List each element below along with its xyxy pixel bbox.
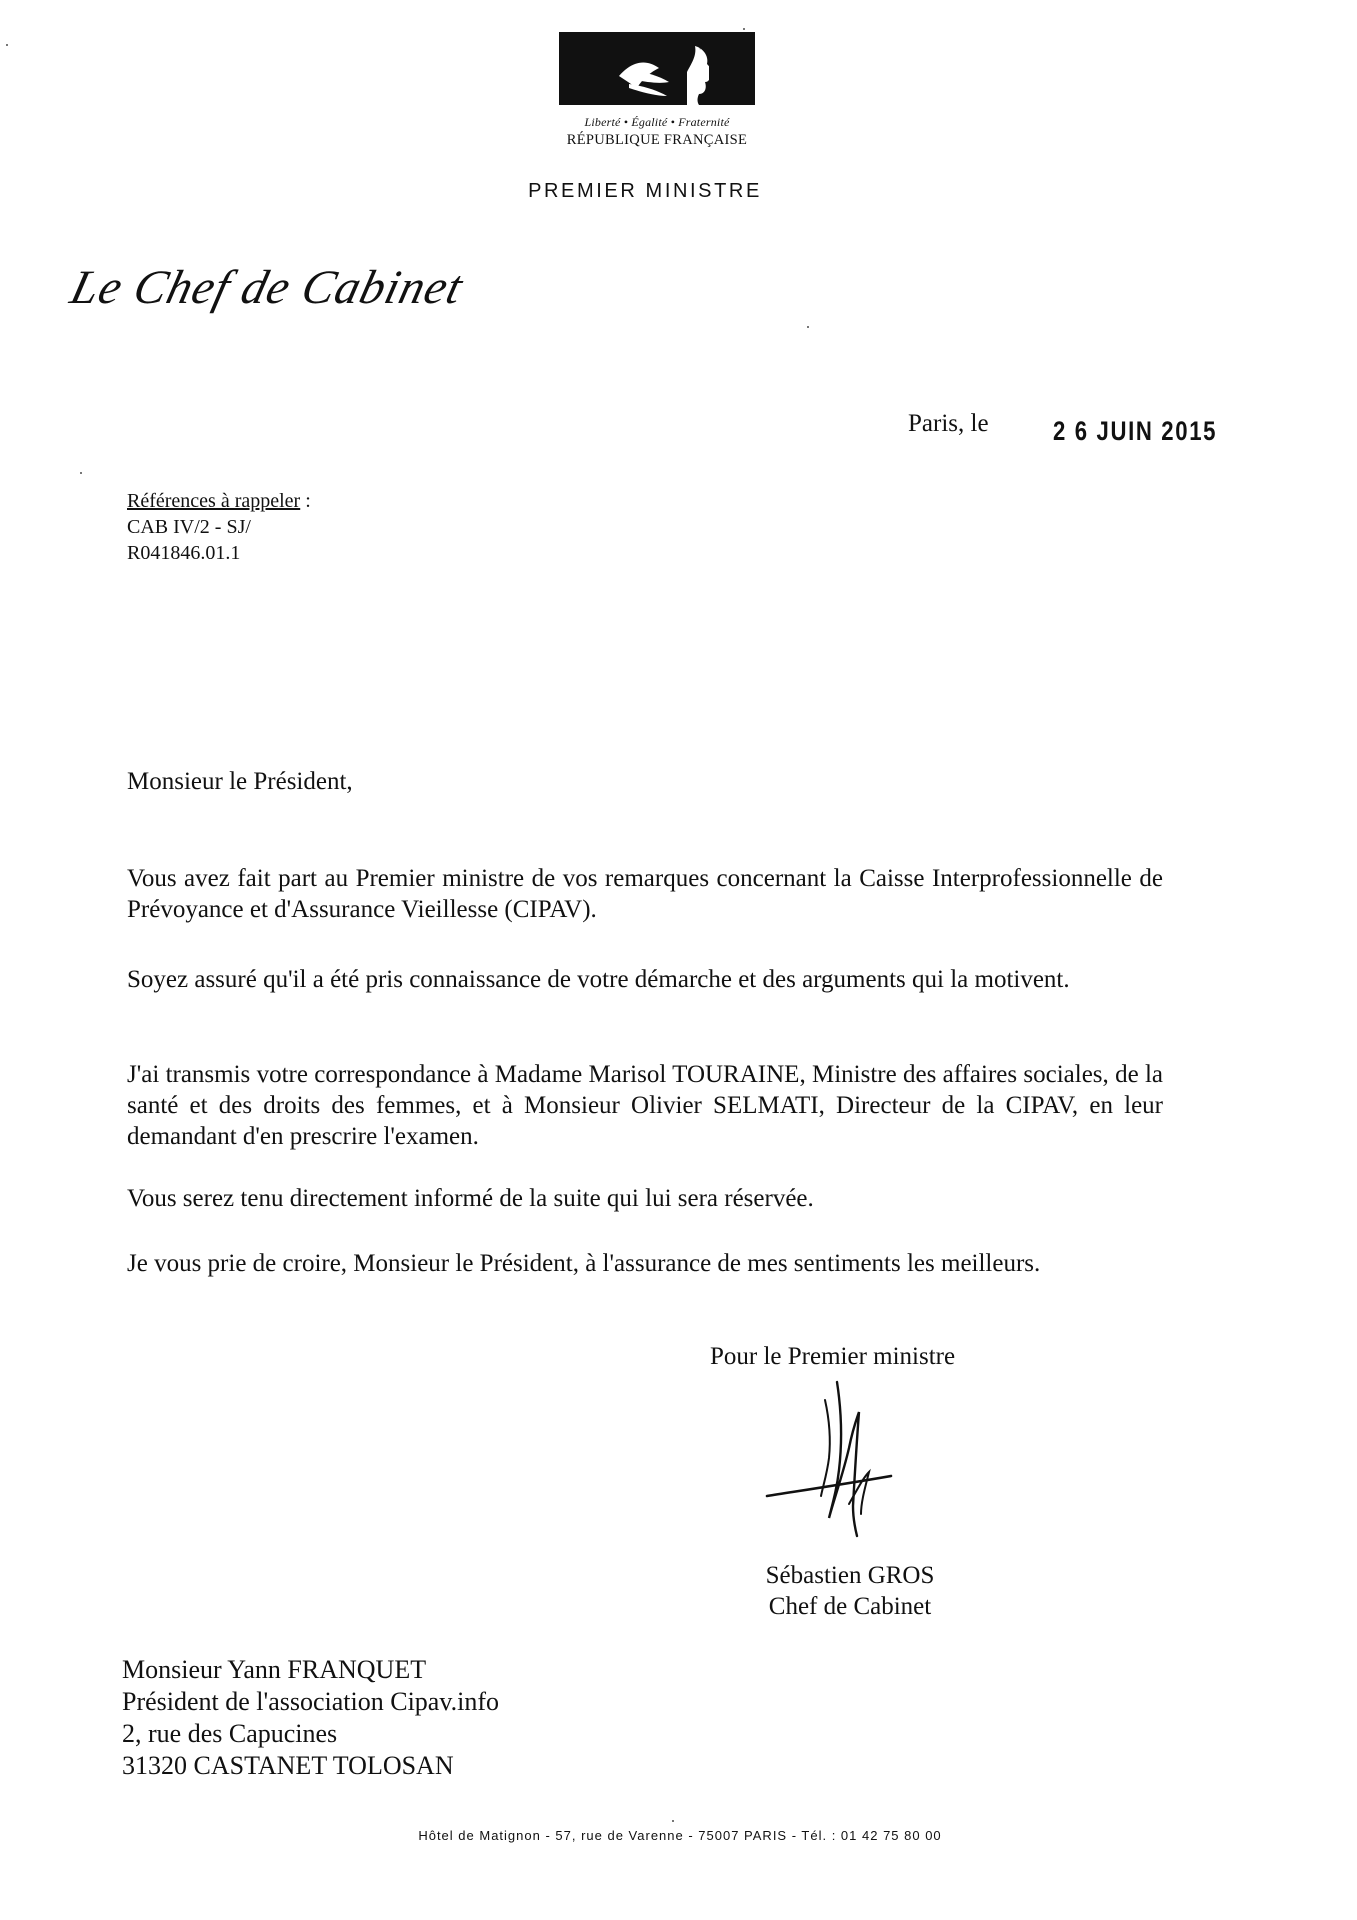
scan-speck [743, 28, 745, 30]
office-heading: PREMIER MINISTRE [528, 180, 762, 202]
salutation: Monsieur le Président, [127, 768, 353, 795]
sender-title: Le Chef de Cabinet [65, 261, 469, 314]
signer-block [690, 1560, 1010, 1622]
marianne-emblem-icon [559, 32, 755, 105]
signer-title: Chef de Cabinet [768, 1593, 932, 1620]
footer-address: Hôtel de Matignon - 57, rue de Varenne - 75007 PARIS - Tél. : 01 42 75 80 00 [418, 1828, 942, 1843]
signer-name: Sébastien GROS [765, 1562, 935, 1589]
reference-line: CAB IV/2 - SJ/ [127, 516, 251, 538]
scan-speck [672, 1820, 674, 1822]
scan-speck [807, 326, 809, 328]
republique-francaise-label: RÉPUBLIQUE FRANÇAISE [566, 132, 748, 148]
republic-logo [555, 32, 759, 149]
recipient-line: 31320 CASTANET TOLOSAN [122, 1751, 454, 1780]
reference-line: R041846.01.1 [127, 542, 241, 564]
scan-speck [80, 472, 82, 474]
recipient-line: Président de l'association Cipav.info [122, 1687, 500, 1716]
body-paragraph: Vous serez tenu directement informé de la suite qui lui sera réservée. [127, 1185, 814, 1212]
republic-motto: Liberté • Égalité • Fraternité [584, 115, 730, 129]
date-stamp: 2 6 JUIN 2015 [1053, 416, 1218, 446]
handwritten-signature-icon [765, 1378, 895, 1548]
body-paragraph: J'ai transmis votre correspondance à Madame Marisol TOURAINE, Ministre des affaires sociales, de la santé et des droits des femmes, et à Monsieur Olivier SELMATI, Directeur de la CIPAV, en leur demandant d'en prescrire l'examen. [127, 1061, 1163, 1150]
date-label: Paris, le [908, 410, 989, 437]
references-colon: : [300, 490, 311, 512]
body-paragraph: Vous avez fait part au Premier ministre de vos remarques concernant la Caisse Interprofessionnelle de Prévoyance et d'Assurance Vieillesse (CIPAV). [127, 865, 1163, 923]
recipient-line: 2, rue des Capucines [122, 1719, 338, 1748]
on-behalf-line: Pour le Premier ministre [710, 1343, 956, 1370]
references-block [127, 488, 311, 566]
scan-speck [6, 44, 8, 46]
body-paragraph: Soyez assuré qu'il a été pris connaissance de votre démarche et des arguments qui la motivent. [127, 966, 1070, 993]
references-heading [127, 488, 311, 514]
body-paragraph: Je vous prie de croire, Monsieur le Président, à l'assurance de mes sentiments les meilleurs. [127, 1250, 1041, 1277]
recipient-address [122, 1654, 499, 1782]
references-label: Références à rappeler [127, 490, 301, 512]
recipient-line: Monsieur Yann FRANQUET [122, 1655, 427, 1684]
